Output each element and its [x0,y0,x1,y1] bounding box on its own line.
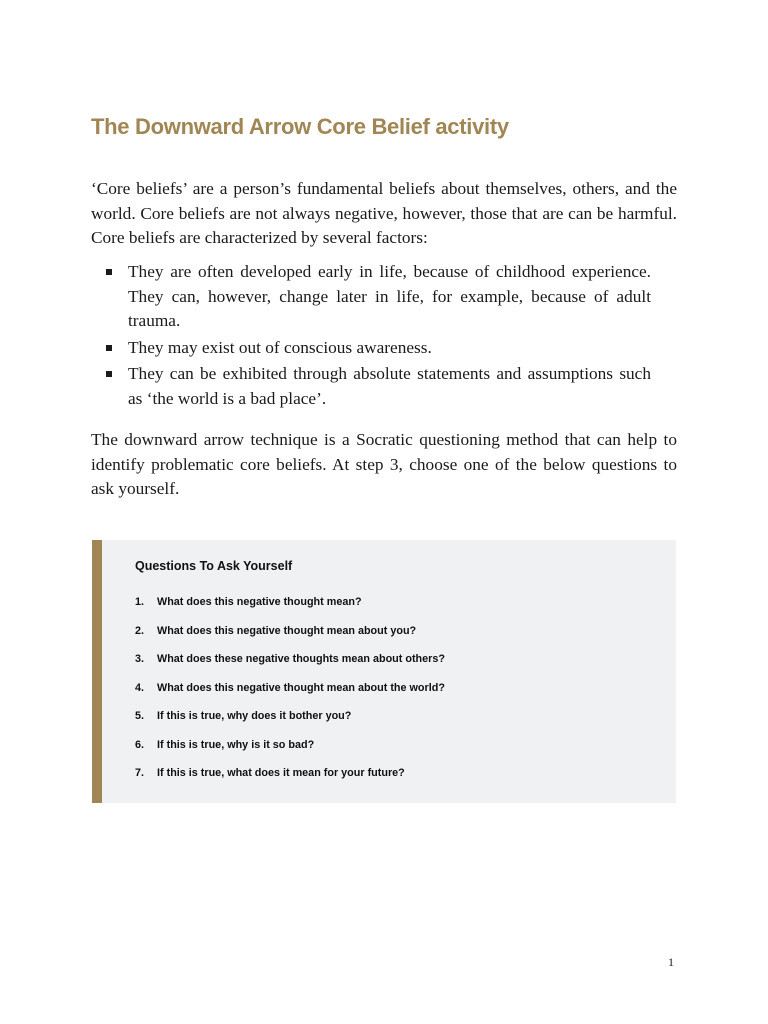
question-item [135,682,445,711]
question-item [135,710,445,739]
question-text: What does this negative thought mean? [157,596,362,608]
question-item [135,767,445,796]
question-number: 6. [135,738,145,751]
question-text: If this is true, what does it mean for your future? [157,767,405,779]
questions-box [92,540,676,803]
question-number: 4. [135,681,145,694]
accent-bar [92,540,102,803]
question-item [135,625,445,654]
square-bullet-icon [106,371,112,377]
question-item [135,596,445,625]
question-text: If this is true, why does it bother you? [157,710,352,722]
question-item [135,653,445,682]
question-item [135,739,445,768]
question-text: What does this negative thought mean about the world? [157,681,445,694]
question-number: 3. [135,653,145,665]
list-item-text: They are often developed early in life, because of childhood experience. They can, however, change later in life, for example, because of adult trauma. [128,262,651,331]
questions-box-title: Questions To Ask Yourself [135,559,293,573]
list-item [91,362,651,411]
list-item [91,336,651,361]
list-item [91,260,651,334]
square-bullet-icon [106,269,112,275]
questions-list [135,596,445,796]
page-number: 1 [668,955,674,969]
page-title: The Downward Arrow Core Belief activity [91,114,509,139]
list-item-text: They may exist out of conscious awareness. [128,337,432,357]
question-number: 7. [135,767,145,779]
question-number: 5. [135,710,145,722]
question-text: If this is true, why is it so bad? [157,738,315,751]
question-number: 1. [135,596,145,608]
factor-list [91,260,651,414]
intro-paragraph: ‘Core beliefs’ are a person’s fundamental beliefs about themselves, others, and the world. Core beliefs are not always negative, however, those that are can be harmful. Core beliefs are characterized by several factors: [91,179,677,248]
square-bullet-icon [106,345,112,351]
list-item-text: They can be exhibited through absolute statements and assumptions such as ‘the world is a bad place’. [128,364,651,408]
question-text: What does this negative thought mean about you? [157,624,417,637]
question-number: 2. [135,624,145,637]
outro-paragraph: The downward arrow technique is a Socratic questioning method that can help to identify problematic core beliefs. At step 3, choose one of the below questions to ask yourself. [91,430,677,499]
question-text: What does these negative thoughts mean about others? [157,653,445,665]
